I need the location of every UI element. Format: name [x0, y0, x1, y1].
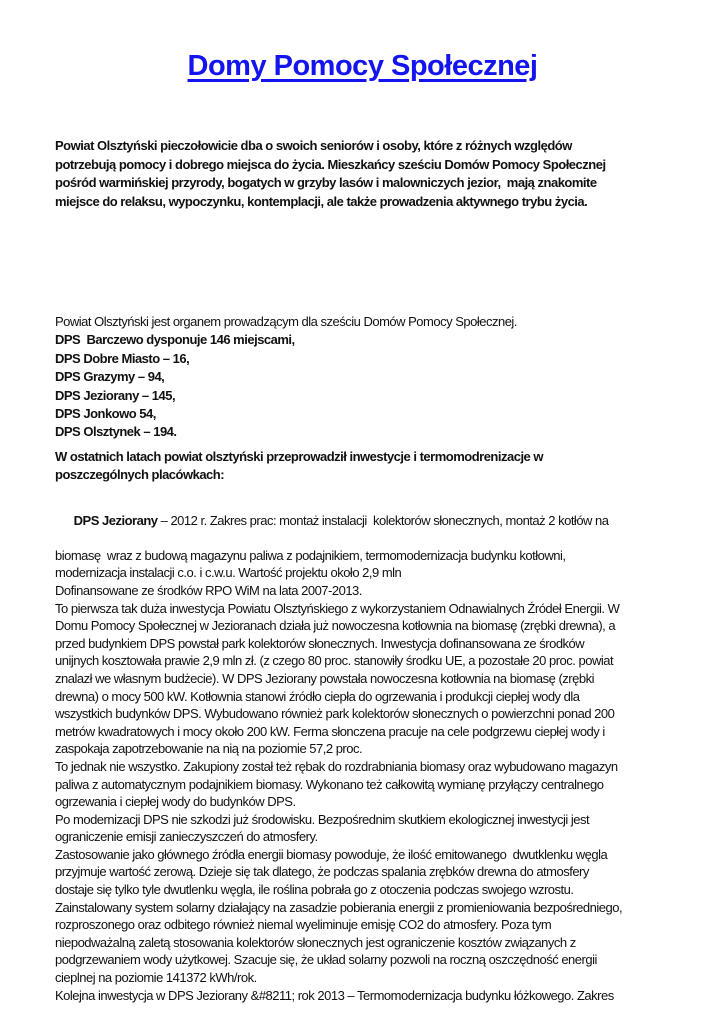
jeziorany-body-line: cieplnej na poziomie 141372 kWh/rok. — [55, 970, 257, 986]
intro-paragraph-line: miejsce do relaksu, wypoczynku, kontemplacji, ale także prowadzenia aktywnego trybu życia. — [55, 193, 588, 209]
jeziorany-body-line: paliwa z automatycznym podajnikiem biomasy. Wykonano też całkowitą wymianę przyłączy centralnego — [55, 776, 604, 792]
intro-paragraph-line: potrzebują pomocy i dobrego miejsca do życia. Mieszkańcy sześciu Domów Pomocy Społecznej — [55, 156, 606, 172]
jeziorany-investment-paragraph — [55, 494, 683, 1004]
dps-facility-item: DPS Grazymy – 94, — [55, 369, 165, 385]
jeziorany-body-line: przed budynkiem DPS powstał park kolektorów słonecznych. Inwestycja dofinansowana ze środków — [55, 635, 585, 651]
jeziorany-body-line: Po modernizacji DPS nie szkodzi już środowisku. Bezpośrednim skutkiem ekologicznej inwestycji jest — [55, 811, 590, 827]
dps-facility-item: DPS Jeziorany – 145, — [55, 387, 176, 403]
jeziorany-body-line: To pierwsza tak duża inwestycja Powiatu Olsztyńskiego z wykorzystaniem Odnawialnych Źródeł Energii. W — [55, 600, 620, 616]
jeziorany-body-line: Dofinansowane ze środków RPO WiM na lata 2007-2013. — [55, 582, 362, 598]
investments-heading-line: W ostatnich latach powiat olsztyński przeprowadził inwestycje i termomodrenizacje w — [55, 449, 544, 464]
jeziorany-lead-label: DPS Jeziorany — [73, 512, 158, 528]
jeziorany-body-line: przyjmuje wartość zerową. Dzieje się tak dlatego, że podczas spalania zrębków drewna do atmosfery — [55, 864, 589, 880]
jeziorany-body-line: unijnych kosztowała prawie 2,9 mln zł. (z czego 80 proc. stanowiły środku UE, a pozostałe 20 proc. powiat — [55, 653, 614, 669]
jeziorany-body-line: modernizacja instalacji c.o. i c.w.u. Wartość projektu około 2,9 mln — [55, 565, 402, 581]
jeziorany-body-lines — [55, 547, 683, 1004]
jeziorany-body-line: wszystkich budynków DPS. Wybudowano również park kolektorów słonecznych o powierzchni ponad 200 — [55, 706, 615, 722]
jeziorany-body-line: rozproszonego oraz odbitego również niemal wyeliminuje emisję CO2 do atmosfery. Poza tym — [55, 917, 552, 933]
dps-facility-item: DPS Jonkowo 54, — [55, 406, 156, 422]
investments-heading-line: poszczególnych placówkach: — [55, 467, 225, 483]
document-title-link[interactable]: Domy Pomocy Społecznej — [187, 50, 538, 82]
jeziorany-body-line: zaspokaja zapotrzebowanie na nią na poziomie 57,2 proc. — [55, 741, 363, 757]
jeziorany-body-line: Kolejna inwestycja w DPS Jeziorany &#8211; rok 2013 – Termomodernizacja budynku łóżkowego. Zakres — [55, 987, 614, 1003]
investments-heading — [55, 448, 683, 485]
intro-paragraph-line: pośród warmińskiej przyrody, bogatych w grzyby lasów i malowniczych jezior, mają znakomite — [55, 175, 597, 191]
jeziorany-body-line: niepodważalną zaletą stosowania kolektorów słonecznych jest ograniczenie kosztów związanych z — [55, 934, 576, 950]
jeziorany-body-line: podgrzewaniem wody użytkowej. Szacuje się, że układ solarny pozwoli na roczną oszczędność energii — [55, 952, 597, 968]
jeziorany-body-line: Zainstalowany system solarny działający na zasadzie pobierania energii z promieniowania bezpośredniego, — [55, 899, 623, 915]
jeziorany-body-line: dostaje się tylko tyle dwutlenku węgla, ile roślina pobrała go z otoczenia podczas swojego wzrostu. — [55, 882, 574, 898]
jeziorany-body-line: ograniczenie emisji zanieczyszczeń do atmosfery. — [55, 829, 318, 845]
dps-facilities-list — [55, 331, 683, 441]
jeziorany-body-line: ogrzewania i ciepłej wody do budynków DPS. — [55, 794, 296, 810]
jeziorany-first-line — [55, 494, 683, 547]
intro-paragraph — [55, 137, 683, 211]
dps-section-intro-line: Powiat Olsztyński jest organem prowadzącym dla sześciu Domów Pomocy Społecznej. — [55, 314, 517, 329]
dps-section — [55, 313, 683, 442]
jeziorany-body-line: biomasę wraz z budową magazynu paliwa z podajnikiem, termomodernizacja budynku kotłowni, — [55, 547, 566, 563]
jeziorany-body-line: Domu Pomocy Społecznej w Jezioranach działa już nowoczesna kotłownia na biomasę (zrębki drewna), a — [55, 618, 616, 634]
dps-facility-item: DPS Barczewo dysponuje 146 miejscami, — [55, 332, 295, 348]
dps-facility-item: DPS Dobre Miasto – 16, — [55, 350, 190, 366]
jeziorany-body-line: drewna) o mocy 500 kW. Kotłownia stanowi źródło ciepła do ogrzewania i produkcji ciepłej wody dla — [55, 688, 580, 704]
jeziorany-body-line: Zastosowanie jako głównego źródła energii biomasy powoduje, że ilość emitowanego dwutklenku węgla — [55, 846, 608, 862]
jeziorany-body-line: metrów kwadratowych i mocy około 200 kW. Ferma słonczena pracuje na cele podgrzewu ciepłej wody i — [55, 723, 605, 739]
jeziorany-body-line: znalazł we własnym budżecie). W DPS Jeziorany powstała nowoczesna kotłownia na biomasę (zrębki — [55, 670, 594, 686]
jeziorany-first-line-rest: – 2012 r. Zakres prac: montaż instalacji kolektorów słonecznych, montaż 2 kotłów na — [157, 512, 609, 528]
jeziorany-body-line: To jednak nie wszystko. Zakupiony został też rębak do rozdrabniania biomasy oraz wybudowano magazyn — [55, 758, 618, 774]
dps-facility-item: DPS Olsztynek – 194. — [55, 424, 177, 440]
intro-paragraph-line: Powiat Olsztyński pieczołowicie dba o swoich seniorów i osoby, które z różnych względów — [55, 138, 572, 153]
